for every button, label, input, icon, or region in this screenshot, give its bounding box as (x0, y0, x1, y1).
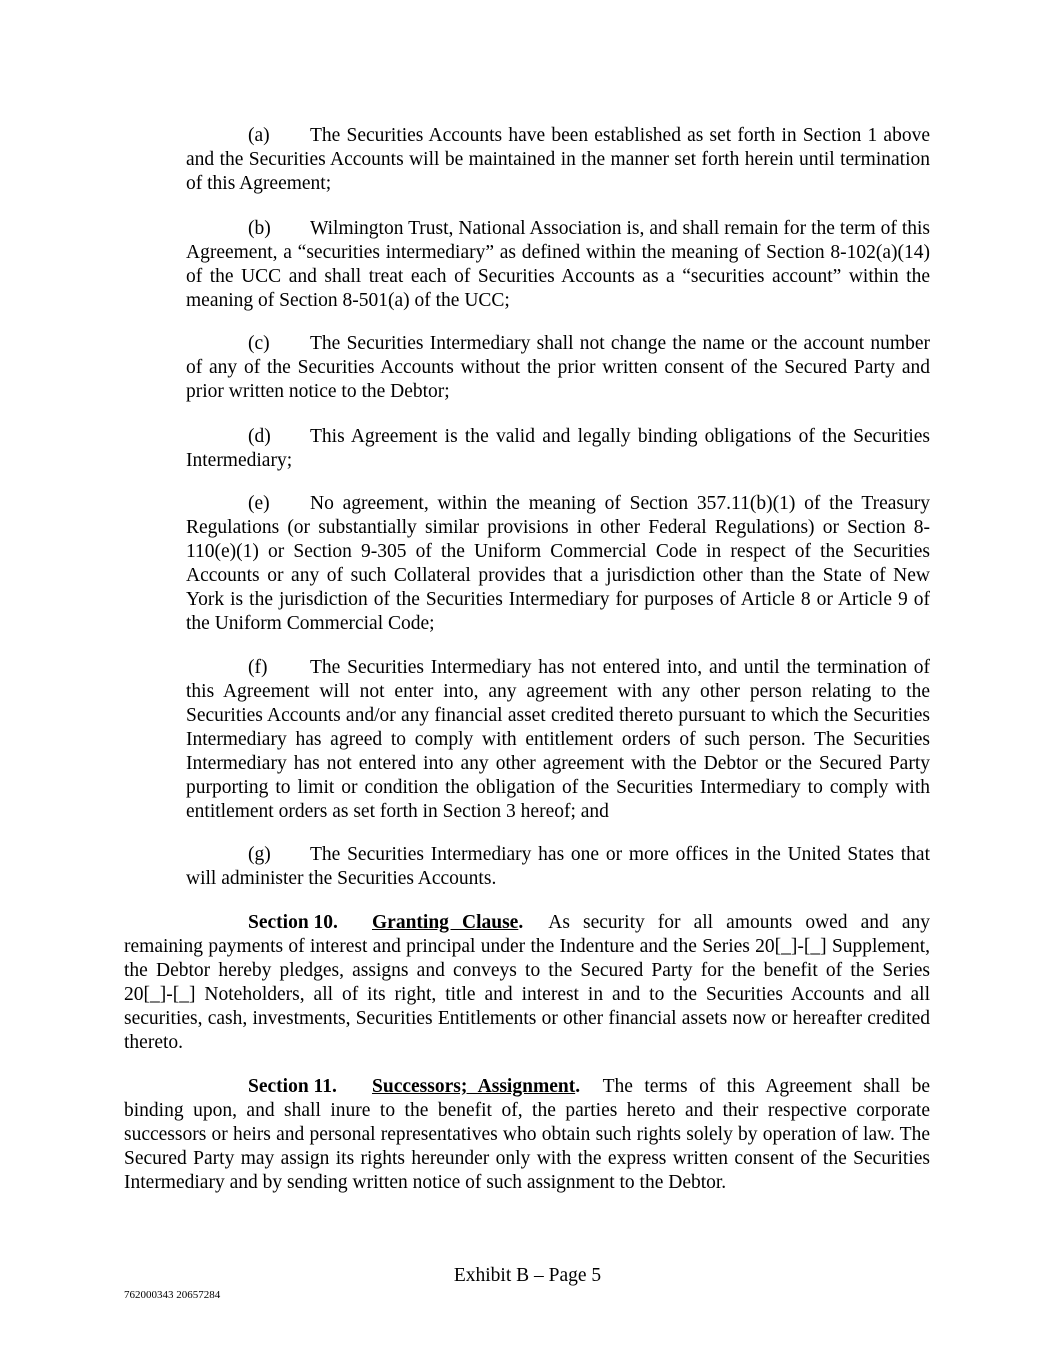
item-text: The Securities Intermediary shall not change the name or the account number of any of the Securities Accounts without the prior written consent of the Secured Party and prior written notice to the Debtor; (186, 333, 930, 402)
section-text: The terms of this Agreement shall be binding upon, and shall inure to the benefit of, the parties hereto and their respective corporate successors or heirs and personal representatives who obtain such rights solely by operation of law. The Secured Party may assign its rights hereunder only with the express written consent of the Securities Intermediary and by sending written notice of such assignment to the Debtor. (124, 1076, 930, 1193)
item-b (186, 217, 930, 313)
section-heading: Successors; Assignment (372, 1076, 576, 1097)
item-e (186, 492, 930, 636)
document-id: 762000343 20657284 (124, 1289, 221, 1301)
section-heading: Granting Clause (372, 912, 519, 933)
section-11: Section 11. Successors; Assignment. The terms of this Agreement shall be binding upon, and shall inure to the benefit of, the parties hereto and their respective corporate successors or heirs and personal representatives who obtain such rights solely by operation of law. The Secured Party may assign its rights hereunder only with the express written consent of the Securities Intermediary and by sending written notice of such assignment to the Debtor. (124, 1076, 930, 1193)
page-footer-label: Exhibit B – Page 5 (453, 1265, 602, 1286)
item-label: (g) (248, 844, 271, 865)
item-label: (a) (248, 125, 270, 146)
section-number: Section 11. (248, 1076, 337, 1097)
item-d (186, 425, 930, 473)
item-text: Wilmington Trust, National Association is, and shall remain for the term of this Agreement, a “securities intermediary” as defined within the meaning of Section 8-102(a)(14) of the UCC and shall treat each of Securities Accounts as a “securities account” within the meaning of Section 8-501(a) of the UCC; (186, 218, 930, 311)
item-c (186, 332, 930, 404)
section-text: As security for all amounts owed and any remaining payments of interest and principal under the Indenture and the Series 20[_]-[_] Supplement, the Debtor hereby pledges, assigns and conveys to the Secured Party for the benefit of the Series 20[_]-[_] Noteholders, all of its right, title and interest in and to the Securities Accounts and all securities, cash, investments, Securities Entitlements or other financial assets now or hereafter credited thereto. (124, 912, 930, 1053)
item-label: (e) (248, 493, 270, 514)
item-text: The Securities Intermediary has not entered into, and until the termination of this Agreement will not enter into, any agreement with any other person relating to the Securities Accounts and/or any financial asset credited thereto pursuant to which the Securities Intermediary has agreed to comply with entitlement orders of such person. The Securities Intermediary has not entered into any other agreement with the Debtor or the Secured Party purporting to limit or condition the obligation of the Securities Intermediary to comply with entitlement orders as set forth in Section 3 hereof; and (186, 657, 930, 822)
item-f (186, 656, 930, 824)
item-text: The Securities Accounts have been established as set forth in Section 1 above and the Securities Accounts will be maintained in the manner set forth herein until termination of this Agreement; (186, 125, 930, 194)
section-number: Section 10. (248, 912, 338, 933)
item-label: (c) (248, 333, 270, 354)
section-10: Section 10. Granting Clause. As security for all amounts owed and any remaining payments of interest and principal under the Indenture and the Series 20[_]-[_] Supplement, the Debtor hereby pledges, assigns and conveys to the Secured Party for the benefit of the Series 20[_]-[_] Noteholders, all of its right, title and interest in and to the Securities Accounts and all securities, cash, investments, Securities Entitlements or other financial assets now or hereafter credited thereto. (124, 912, 930, 1053)
item-label: (f) (248, 657, 268, 678)
item-text: No agreement, within the meaning of Section 357.11(b)(1) of the Treasury Regulations (or substantially similar provisions in other Federal Regulations) or Section 8-110(e)(1) or Section 9-305 of the Uniform Commercial Code in respect of the Securities Accounts or any of such Collateral provides that a jurisdiction other than the State of New York is the jurisdiction of the Securities Intermediary for purposes of Article 8 or Article 9 of the Uniform Commercial Code; (186, 493, 930, 634)
item-label: (d) (248, 426, 271, 447)
item-a (186, 124, 930, 196)
item-g (186, 843, 930, 891)
item-label: (b) (248, 218, 271, 239)
item-text: This Agreement is the valid and legally binding obligations of the Securities Intermediary; (186, 426, 930, 471)
item-text: The Securities Intermediary has one or more offices in the United States that will administer the Securities Accounts. (186, 844, 930, 889)
